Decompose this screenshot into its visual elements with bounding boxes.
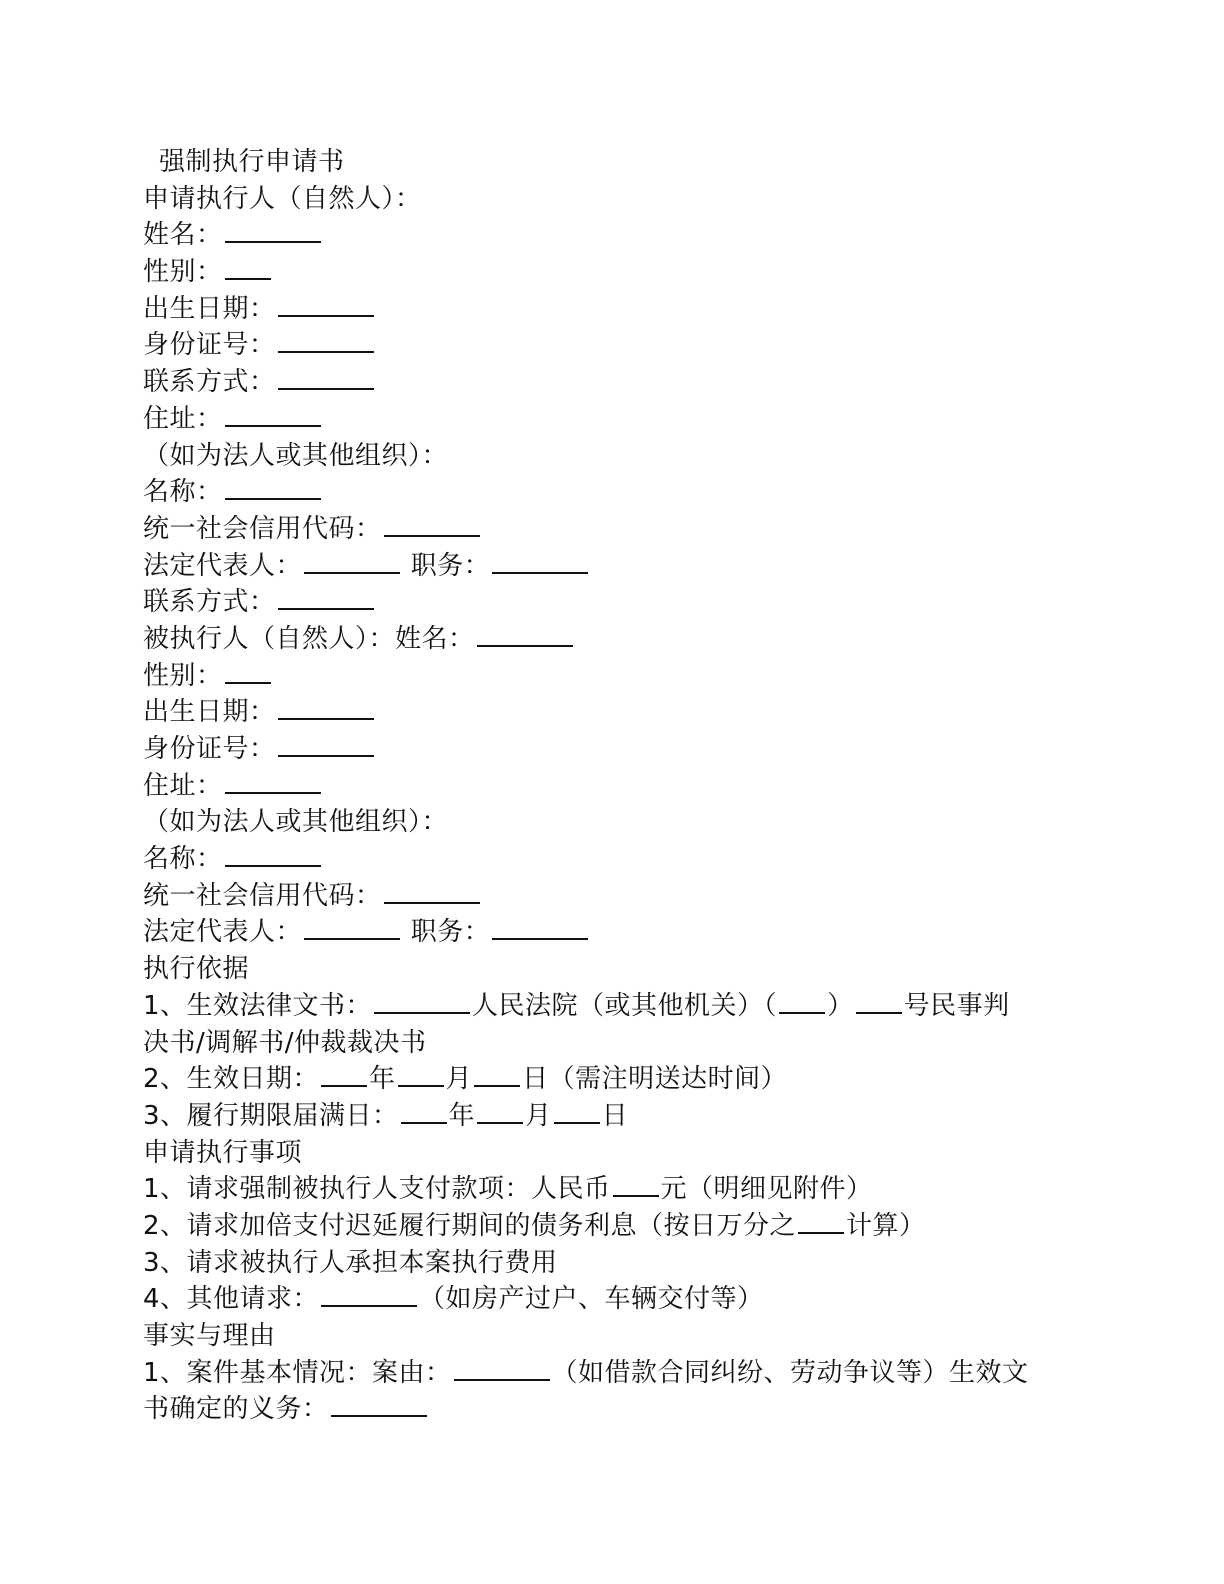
- line-text: 统一社会信用代码：: [143, 513, 382, 544]
- document-body: [143, 181, 1083, 1428]
- line-text: 1、生效法律文书：: [143, 990, 373, 1021]
- fill-in-blank[interactable]: [477, 1098, 523, 1124]
- line-text: 申请执行人（自然人）：: [143, 183, 422, 214]
- fill-in-blank[interactable]: [225, 401, 321, 427]
- line-basis-1-cont: [143, 1025, 1083, 1062]
- fill-in-blank[interactable]: [331, 1391, 427, 1417]
- fill-in-blank[interactable]: [474, 1061, 520, 1087]
- line-applicant-org-header: [143, 438, 1083, 475]
- line-request-4: [143, 1281, 1083, 1318]
- fill-in-blank[interactable]: [798, 1208, 844, 1234]
- line-text: 书确定的义务：: [143, 1394, 329, 1425]
- line-facts-header: [143, 1318, 1083, 1355]
- line-requests-header: [143, 1135, 1083, 1172]
- line-text: 号民事判: [903, 990, 1010, 1021]
- line-text: 1、案件基本情况：案由：: [143, 1357, 452, 1388]
- line-basis-3: [143, 1098, 1083, 1135]
- fill-in-blank[interactable]: [374, 988, 470, 1014]
- line-request-2: [143, 1208, 1083, 1245]
- document-page: [143, 144, 1083, 1428]
- fill-in-blank[interactable]: [321, 1061, 367, 1087]
- line-text: 职务：: [402, 917, 491, 948]
- line-respondent-id: [143, 731, 1083, 768]
- line-text: 住址：: [143, 770, 223, 801]
- line-text: 身份证号：: [143, 330, 276, 361]
- line-text: 日（需注明送达时间）: [522, 1064, 788, 1095]
- line-applicant-org-credit-code: [143, 511, 1083, 548]
- fill-in-blank[interactable]: [398, 1061, 444, 1087]
- line-applicant-birth: [143, 291, 1083, 328]
- fill-in-blank[interactable]: [384, 511, 480, 537]
- line-text: 年: [448, 1100, 476, 1131]
- line-text: 3、履行期限届满日：: [143, 1100, 399, 1131]
- line-text: 职务：: [402, 550, 491, 581]
- fill-in-blank[interactable]: [779, 988, 825, 1014]
- document-title: 强制执行申请书: [159, 147, 345, 177]
- line-text: 性别：: [143, 257, 223, 288]
- line-applicant-org-name: [143, 474, 1083, 511]
- line-respondent-birth: [143, 694, 1083, 731]
- line-respondent-gender: [143, 658, 1083, 695]
- line-text: 法定代表人：: [143, 550, 303, 581]
- line-applicant-address: [143, 401, 1083, 438]
- fill-in-blank[interactable]: [278, 584, 374, 610]
- line-text: 2、请求加倍支付迟延履行期间的债务利息（按日万分之: [143, 1210, 797, 1241]
- fill-in-blank[interactable]: [278, 291, 374, 317]
- line-basis-1: [143, 988, 1083, 1025]
- line-text: 法定代表人：: [143, 917, 303, 948]
- line-basis-header: [143, 951, 1083, 988]
- line-text: 性别：: [143, 660, 223, 691]
- line-text: 2、生效日期：: [143, 1064, 320, 1095]
- line-applicant-org-contact: [143, 584, 1083, 621]
- fill-in-blank[interactable]: [278, 327, 374, 353]
- line-text: （如为法人或其他组织）：: [143, 807, 449, 838]
- line-text: 1、请求强制被执行人支付款项：人民币: [143, 1174, 611, 1205]
- line-respondent-org-header: [143, 804, 1083, 841]
- line-text: 名称：: [143, 477, 223, 508]
- line-text: （如为法人或其他组织）：: [143, 440, 449, 471]
- fill-in-blank[interactable]: [492, 914, 588, 940]
- line-respondent-address: [143, 768, 1083, 805]
- fill-in-blank[interactable]: [477, 621, 573, 647]
- fill-in-blank[interactable]: [304, 548, 400, 574]
- line-facts-1-cont: [143, 1391, 1083, 1428]
- line-text: （如房产过户、车辆交付等）: [419, 1284, 764, 1315]
- fill-in-blank[interactable]: [225, 841, 321, 867]
- line-text: 统一社会信用代码：: [143, 880, 382, 911]
- line-text: 4、其他请求：: [143, 1284, 320, 1315]
- line-text: （如借款合同纠纷、劳动争议等）生效文: [551, 1357, 1029, 1388]
- line-facts-1: [143, 1355, 1083, 1392]
- line-respondent-name: [143, 621, 1083, 658]
- line-text: 被执行人（自然人）：姓名：: [143, 623, 475, 654]
- fill-in-blank[interactable]: [554, 1098, 600, 1124]
- line-applicant-id: [143, 327, 1083, 364]
- fill-in-blank[interactable]: [401, 1098, 447, 1124]
- line-applicant-gender: [143, 254, 1083, 291]
- line-text: 名称：: [143, 844, 223, 875]
- fill-in-blank[interactable]: [278, 364, 374, 390]
- line-request-1: [143, 1171, 1083, 1208]
- line-text: 身份证号：: [143, 734, 276, 764]
- line-text: 联系方式：: [143, 587, 276, 618]
- line-text: 申请执行事项: [143, 1137, 303, 1168]
- fill-in-blank[interactable]: [856, 988, 902, 1014]
- line-text: 执行依据: [143, 954, 250, 985]
- line-text: 联系方式：: [143, 367, 276, 398]
- fill-in-blank[interactable]: [321, 1281, 417, 1307]
- fill-in-blank[interactable]: [384, 878, 480, 904]
- line-respondent-org-credit-code: [143, 878, 1083, 915]
- line-applicant-name: [143, 217, 1083, 254]
- fill-in-blank[interactable]: [225, 217, 321, 243]
- fill-in-blank[interactable]: [304, 914, 400, 940]
- fill-in-blank[interactable]: [278, 694, 374, 720]
- line-text: 住址：: [143, 403, 223, 434]
- line-text: 日: [601, 1100, 629, 1131]
- line-respondent-org-rep: [143, 914, 1083, 951]
- line-applicant-org-rep: [143, 548, 1083, 585]
- line-text: 年: [369, 1064, 396, 1095]
- line-text: 元（明细见附件）: [660, 1174, 873, 1205]
- line-text: 计算）: [846, 1210, 926, 1241]
- line-applicant-contact: [143, 364, 1083, 401]
- line-text: 姓名：: [143, 220, 223, 251]
- fill-in-blank[interactable]: [225, 658, 271, 684]
- line-text: 月: [445, 1064, 473, 1095]
- line-text: ）: [827, 990, 854, 1021]
- line-text: 月: [525, 1100, 552, 1131]
- fill-in-blank[interactable]: [278, 731, 374, 757]
- line-basis-2: [143, 1061, 1083, 1098]
- fill-in-blank[interactable]: [613, 1171, 659, 1197]
- line-respondent-org-name: [143, 841, 1083, 878]
- fill-in-blank[interactable]: [225, 768, 321, 794]
- line-text: 出生日期：: [143, 697, 276, 728]
- fill-in-blank[interactable]: [492, 548, 588, 574]
- line-text: 人民法院（或其他机关）（: [472, 990, 778, 1021]
- line-request-3: [143, 1245, 1083, 1282]
- line-text: 决书/调解书/仲裁裁决书: [143, 1027, 427, 1058]
- fill-in-blank[interactable]: [225, 254, 271, 280]
- line-text: 事实与理由: [143, 1321, 276, 1351]
- line-text: 3、请求被执行人承担本案执行费用: [143, 1247, 558, 1278]
- fill-in-blank[interactable]: [225, 474, 321, 500]
- fill-in-blank[interactable]: [454, 1355, 550, 1381]
- line-text: 出生日期：: [143, 293, 276, 324]
- line-applicant-header: [143, 181, 1083, 218]
